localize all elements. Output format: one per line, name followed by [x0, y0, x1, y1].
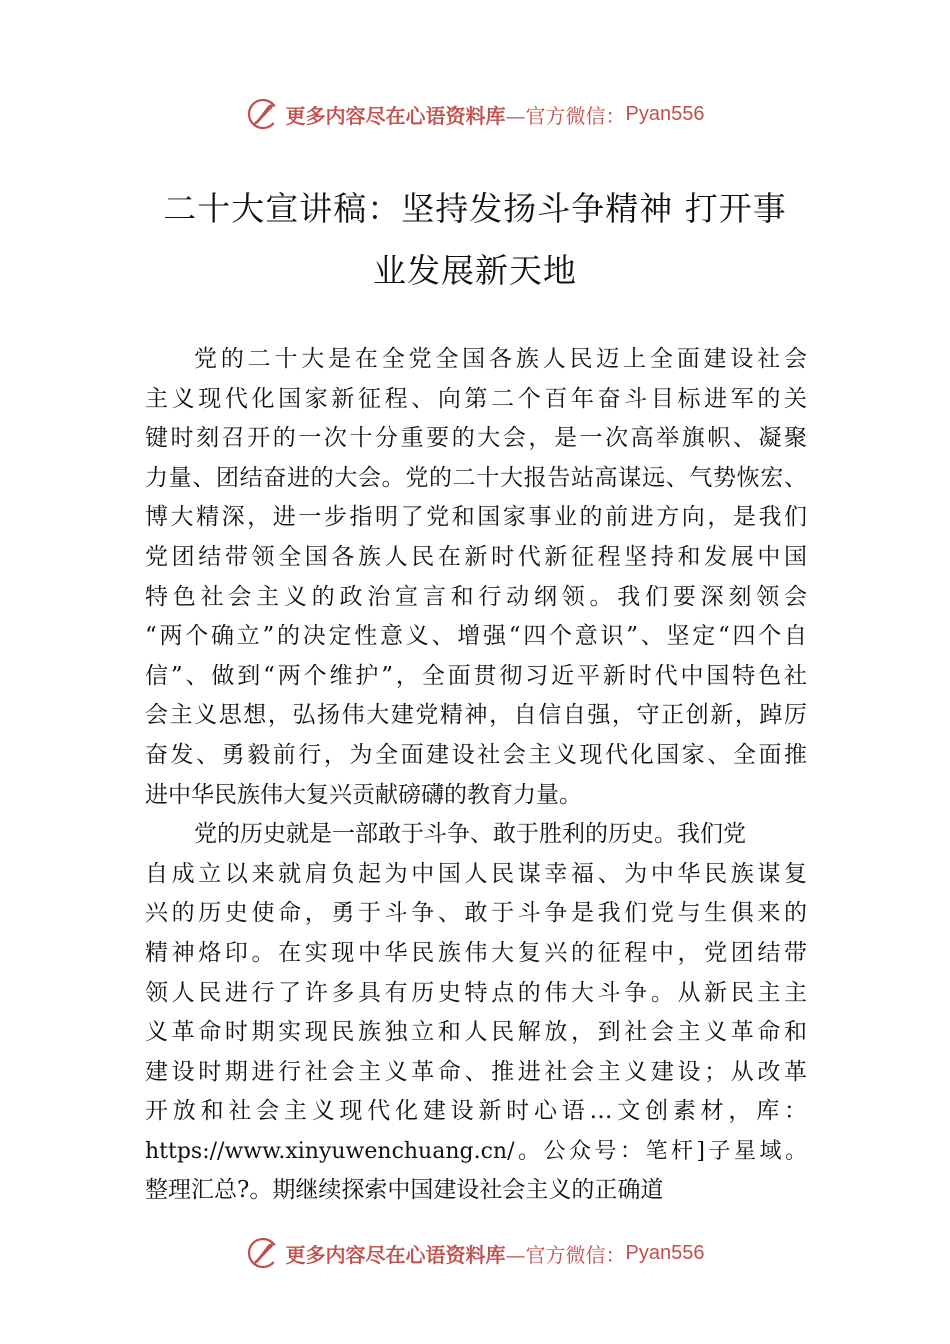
document-title [120, 178, 830, 302]
body-line: 力量、团结奋进的大会。党的二十大报告站高谋远、气势恢宏、 [145, 464, 807, 491]
body-line: 党的历史就是一部敢于斗争、敢于胜利的历史。我们党 [194, 821, 746, 848]
watermark-main-text: 更多内容尽在心语资料库 [285, 103, 506, 128]
title-line-1: 二十大宣讲稿：坚持发扬斗争精神 打开事 [163, 189, 787, 228]
body-line: 进中华民族伟大复兴贡献磅礴的教育力量。 [145, 781, 582, 808]
body-line: 领人民进行了许多具有历史特点的伟大斗争。从新民主主 [145, 979, 807, 1006]
body-line: 会主义思想，弘扬伟大建党精神，自信自强，守正创新，踔厉 [145, 702, 807, 729]
quill-pen-icon [246, 97, 280, 131]
body-line: 开放和社会主义现代化建设新时心语…文创素材，库： [145, 1098, 807, 1125]
body-line: 主义现代化国家新征程、向第二个百年奋斗目标进军的关 [145, 385, 807, 412]
watermark-banner-top [0, 94, 950, 134]
body-line: “两个确立”的决定性意义、增强“四个意识”、坚定“四个自 [145, 623, 807, 650]
watermark-main-text: 更多内容尽在心语资料库 [285, 1242, 506, 1267]
body-line: 键时刻召开的一次十分重要的大会，是一次高举旗帜、凝聚 [145, 425, 807, 452]
body-line: 党团结带领全国各族人民在新时代新征程坚持和发展中国 [145, 543, 807, 570]
title-line-2: 业发展新天地 [373, 251, 577, 290]
watermark-sub-text: —官方微信： [505, 1242, 626, 1267]
body-line: 整理汇总?。期继续探索中国建设社会主义的正确道 [145, 1177, 664, 1204]
body-line: 精神烙印。在实现中华民族伟大复兴的征程中，党团结带 [145, 939, 807, 966]
body-line: 兴的历史使命，勇于斗争、敢于斗争是我们党与生俱来的 [145, 900, 807, 927]
body-line: 信”、做到“两个维护”，全面贯彻习近平新时代中国特色社 [145, 662, 807, 689]
watermark-account: Pyan556 [625, 102, 705, 125]
body-line: https://www.xinyuwenchuang.cn/。公众号：笔杆]子星域。 [145, 1138, 807, 1164]
body-line: 奋发、勇毅前行，为全面建设社会主义现代化国家、全面推 [145, 741, 807, 768]
watermark-banner-bottom [0, 1233, 950, 1273]
body-line: 自成立以来就肩负起为中国人民谋幸福、为中华民族谋复 [145, 860, 807, 887]
body-line: 党的二十大是在全党全国各族人民迈上全面建设社会 [194, 346, 807, 372]
quill-pen-icon [246, 1236, 280, 1270]
body-line: 博大精深，进一步指明了党和国家事业的前进方向，是我们 [145, 504, 807, 531]
watermark-sub-text: —官方微信： [505, 103, 626, 128]
body-line: 建设时期进行社会主义革命、推进社会主义建设；从改革 [145, 1058, 807, 1085]
watermark-account: Pyan556 [625, 1241, 705, 1264]
body-line: 义革命时期实现民族独立和人民解放，到社会主义革命和 [145, 1019, 807, 1046]
document-body [145, 340, 807, 1211]
body-line: 特色社会主义的政治宣言和行动纲领。我们要深刻领会 [145, 583, 807, 610]
